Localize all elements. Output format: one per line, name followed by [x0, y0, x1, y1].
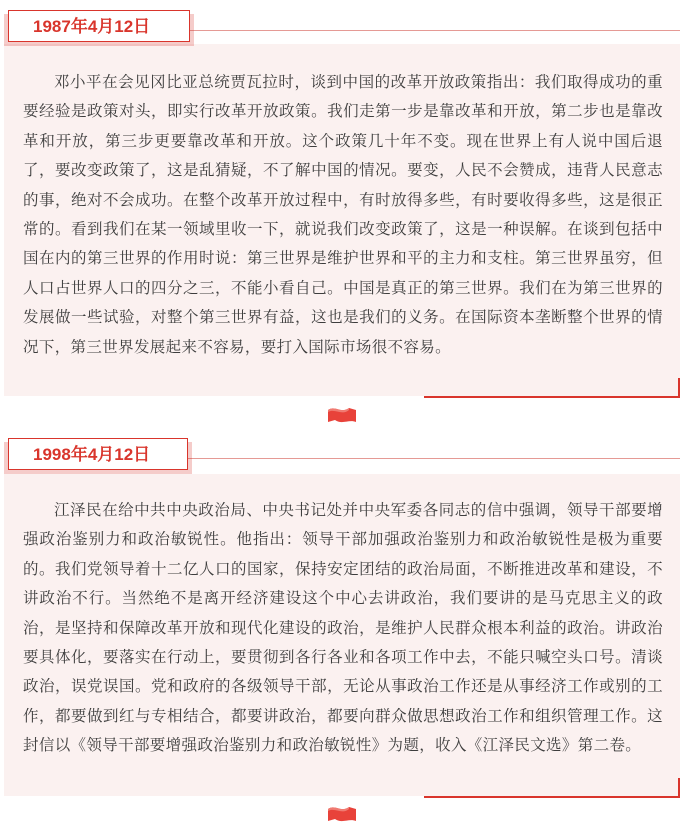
- flag-icon: [327, 804, 357, 824]
- date-label: 1987年4月12日: [8, 10, 190, 42]
- entry-card: [4, 44, 680, 396]
- flag-icon: [327, 405, 357, 425]
- date-label: 1998年4月12日: [8, 438, 188, 470]
- entry-1998: [4, 430, 680, 800]
- entry-paragraph: 江泽民在给中共中央政治局、中央书记处并中央军委各同志的信中强调，领导干部要增强政治鉴别力和政治敏锐性。他指出：领导干部加强政治鉴别力和政治敏锐性是极为重要的。我们党领导着十二亿人口的国家，保持安定团结的政治局面，不断推进改革和建设，不讲政治不行。当然绝不是离开经济建设这个中心去讲政治，我们要讲的是马克思主义的政治，是坚持和保障改革开放和现代化建设的政治，是维护人民群众根本利益的政治。讲政治要具体化，要落实在行动上，要贯彻到各行各业和各项工作中去，不能只喊空头口号。清谈政治，误党误国。党和政府的各级领导干部，无论从事政治工作还是从事经济工作或别的工作，都要做到红与专相结合，都要讲政治，都要向群众做思想政治工作和组织管理工作。这封信以《领导干部要增强政治鉴别力和政治敏锐性》为题，收入《江泽民文选》第二卷。: [23, 501, 663, 755]
- divider-line: [190, 30, 680, 31]
- divider-line: [188, 458, 680, 459]
- entry-1987: [4, 0, 680, 400]
- entry-paragraph: 邓小平在会见冈比亚总统贾瓦拉时，谈到中国的改革开放政策指出：我们取得成功的重要经验是政策对头，即实行改革开放政策。我们走第一步是靠改革和开放，第二步也是靠改革和开放，第三步更要靠改革和开放。这个政策几十年不变。现在世界上有人说中国后退了，要改变政策了，这是乱猜疑，不了解中国的情况。要变，人民不会赞成，违背人民意志的事，绝对不会成功。在整个改革开放过程中，有时放得多些，有时要收得多些，这是很正常的。看到我们在某一领域里收一下，就说我们改变政策了，这是一种误解。在谈到包括中国在内的第三世界的作用时说：第三世界是维护世界和平的主力和支柱。第三世界虽穷，但人口占世界人口的四分之三，不能小看自己。中国是真正的第三世界。我们在为第三世界的发展做一些试验，对整个第三世界有益，这也是我们的义务。在国际资本垄断整个世界的情况下，第三世界发展起来不容易，要打入国际市场很不容易。: [23, 73, 663, 356]
- card-corner-frame: [424, 378, 680, 398]
- card-corner-frame: [424, 778, 680, 798]
- entry-card: [4, 474, 680, 796]
